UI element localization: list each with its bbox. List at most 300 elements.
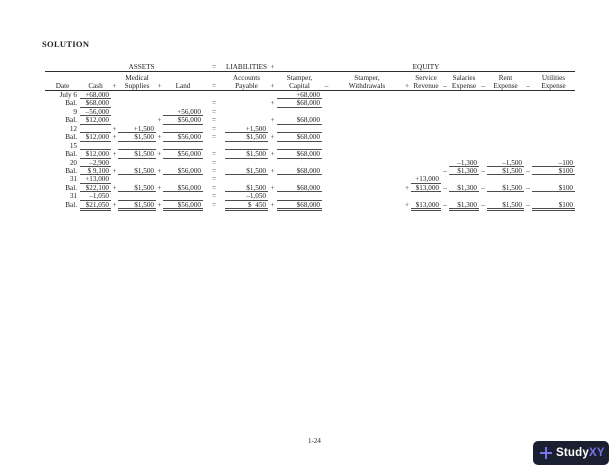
cell-capital xyxy=(277,159,322,167)
cell-op6 xyxy=(441,142,449,150)
cell-utilities xyxy=(532,175,575,183)
cell-capital: $68,000 xyxy=(277,167,322,175)
cell-rent xyxy=(487,142,524,150)
cell-op1: + xyxy=(112,183,117,192)
cell-eq: = xyxy=(211,107,217,116)
cell-op3: + xyxy=(270,116,275,125)
cell-supplies xyxy=(118,108,156,116)
cell-land xyxy=(163,125,203,133)
cell-cash: $22,100 xyxy=(80,184,111,192)
cell-op4 xyxy=(322,167,331,175)
cell-eq: = xyxy=(211,166,217,175)
cell-revenue xyxy=(411,125,441,133)
cell-payable: $1,500 xyxy=(225,184,268,192)
cell-land: $56,000 xyxy=(163,184,203,192)
cell-cash: +13,000 xyxy=(80,175,111,183)
cell-payable: +1,500 xyxy=(225,125,268,133)
cell-rent xyxy=(487,116,524,124)
cell-salaries: $1,300 xyxy=(449,167,479,175)
cell-supplies: $1,500 xyxy=(118,201,156,209)
transaction-row xyxy=(45,142,575,150)
balance-row xyxy=(45,201,575,209)
cell-op7 xyxy=(479,159,487,167)
cell-op5 xyxy=(403,99,411,107)
cell-rent xyxy=(487,175,524,183)
transaction-row xyxy=(45,91,575,99)
cell-op5 xyxy=(403,133,411,141)
cell-withdrawals xyxy=(331,175,403,183)
cell-op4 xyxy=(322,91,331,99)
cell-cash: $ 9,100 xyxy=(80,167,111,175)
cell-op4 xyxy=(322,175,331,183)
cell-salaries xyxy=(449,150,479,158)
cell-capital xyxy=(277,125,322,133)
cell-land xyxy=(163,159,203,167)
cell-eq: = xyxy=(211,133,217,142)
cell-cash: –56,000 xyxy=(80,108,111,116)
cell-date: Bal. xyxy=(65,116,77,125)
cell-rent: $1,500 xyxy=(487,184,524,192)
cell-op1 xyxy=(111,192,118,200)
cell-op2 xyxy=(156,142,163,150)
cell-utilities xyxy=(532,142,575,150)
cell-eq: = xyxy=(211,158,217,167)
cell-op1: + xyxy=(112,133,117,142)
balance-row xyxy=(45,133,575,141)
cell-op2 xyxy=(156,125,163,133)
cell-rent xyxy=(487,108,524,116)
cell-op1: + xyxy=(112,124,117,133)
cell-capital xyxy=(277,142,322,150)
cell-utilities: $100 xyxy=(532,184,575,192)
cell-utilities xyxy=(532,192,575,200)
cell-utilities xyxy=(532,108,575,116)
group-header-row xyxy=(45,61,575,72)
cell-salaries: –1,300 xyxy=(449,159,479,167)
cell-op8 xyxy=(524,99,532,107)
column-header-op2: + xyxy=(157,81,162,90)
cell-op4 xyxy=(322,192,331,200)
column-header-salaries: Salaries Expense xyxy=(451,73,477,90)
transaction-row xyxy=(45,192,575,200)
cell-date: Bal. xyxy=(65,150,77,159)
cell-date: 31 xyxy=(69,175,77,184)
cell-revenue: $13,000 xyxy=(411,184,441,192)
balance-row xyxy=(45,99,575,107)
cell-op2: + xyxy=(157,166,162,175)
cell-cash xyxy=(80,125,111,133)
cell-op4 xyxy=(322,116,331,124)
cell-cash: $12,000 xyxy=(80,133,111,141)
cell-op6 xyxy=(441,116,449,124)
cell-withdrawals xyxy=(331,159,403,167)
cell-capital xyxy=(277,192,322,200)
cell-land: $56,000 xyxy=(163,167,203,175)
column-header-withdrawals: Stamper, Withdrawals xyxy=(348,73,386,90)
cell-payable: $1,500 xyxy=(225,133,268,141)
cell-op4 xyxy=(322,125,331,133)
column-header-op7: – xyxy=(481,81,485,90)
cell-withdrawals xyxy=(331,184,403,192)
transaction-row xyxy=(45,175,575,183)
cell-revenue xyxy=(411,159,441,167)
cell-supplies xyxy=(118,192,156,200)
cell-rent xyxy=(487,91,524,99)
brand-name-primary: Study xyxy=(556,447,589,459)
cell-op6 xyxy=(441,159,449,167)
cell-rent xyxy=(487,133,524,141)
cell-op1 xyxy=(111,175,118,183)
cell-op7 xyxy=(479,99,487,107)
cell-withdrawals xyxy=(331,91,403,99)
cell-cash: +68,000 xyxy=(80,91,111,99)
cell-op6 xyxy=(441,150,449,158)
cell-eq: = xyxy=(211,183,217,192)
column-header-cash: Cash xyxy=(88,81,103,90)
cell-date: Bal. xyxy=(65,166,77,175)
cell-rent: –1,500 xyxy=(487,159,524,167)
cell-op8 xyxy=(524,150,532,158)
cell-op3: + xyxy=(270,99,275,108)
brand-name-accent: XY xyxy=(588,447,605,459)
cell-op2 xyxy=(156,99,163,107)
group-header-equity: EQUITY xyxy=(412,62,440,71)
cell-revenue xyxy=(411,91,441,99)
cell-capital: $68,000 xyxy=(277,116,322,124)
cell-op7: – xyxy=(481,183,485,192)
cell-supplies xyxy=(118,116,156,124)
cell-payable xyxy=(225,142,268,150)
cell-op5 xyxy=(403,116,411,124)
cell-date: 31 xyxy=(69,192,77,201)
column-header-land: Land xyxy=(175,81,191,90)
cell-supplies: $1,500 xyxy=(118,184,156,192)
cell-cash xyxy=(80,142,111,150)
transaction-row xyxy=(45,125,575,133)
cell-salaries xyxy=(449,192,479,200)
cell-cash: $68,000 xyxy=(80,99,111,107)
cell-op3 xyxy=(268,142,277,150)
cell-withdrawals xyxy=(331,125,403,133)
cell-op6 xyxy=(441,108,449,116)
worksheet-rows xyxy=(45,91,575,209)
cell-eq: = xyxy=(211,150,217,159)
cell-op4 xyxy=(322,108,331,116)
cell-revenue xyxy=(411,167,441,175)
cell-supplies: $1,500 xyxy=(118,133,156,141)
cell-utilities xyxy=(532,150,575,158)
cell-op1: + xyxy=(112,200,117,209)
cell-op2: + xyxy=(157,200,162,209)
cell-op5 xyxy=(403,91,411,99)
cell-land: $56,000 xyxy=(163,150,203,158)
column-header-row xyxy=(45,72,575,91)
cell-utilities: $100 xyxy=(532,167,575,175)
cell-op1 xyxy=(111,159,118,167)
cell-supplies: $1,500 xyxy=(118,167,156,175)
cell-capital: $68,000 xyxy=(277,184,322,192)
cell-cash: $12,000 xyxy=(80,150,111,158)
cell-op6 xyxy=(441,91,449,99)
cell-op3 xyxy=(268,175,277,183)
cell-op8 xyxy=(524,142,532,150)
cell-salaries xyxy=(449,133,479,141)
cell-revenue xyxy=(411,142,441,150)
cell-capital: $68,000 xyxy=(277,150,322,158)
column-header-op6: – xyxy=(443,81,447,90)
cell-op2: + xyxy=(157,133,162,142)
cell-utilities xyxy=(532,133,575,141)
cell-op1 xyxy=(111,116,118,124)
cell-salaries xyxy=(449,99,479,107)
cell-op3: + xyxy=(270,150,275,159)
cell-op5: + xyxy=(404,200,410,209)
cell-op2: + xyxy=(157,150,162,159)
group-header-liabilities: LIABILITIES xyxy=(225,62,268,71)
cell-supplies xyxy=(118,175,156,183)
cell-payable: $ 450 xyxy=(225,201,268,209)
cell-op4 xyxy=(322,99,331,107)
page-title: SOLUTION xyxy=(42,39,90,49)
cell-op6 xyxy=(441,192,449,200)
cell-revenue xyxy=(411,116,441,124)
column-header-op8: – xyxy=(526,81,530,90)
cell-capital xyxy=(277,108,322,116)
cell-rent xyxy=(487,99,524,107)
cell-op8 xyxy=(524,175,532,183)
cell-op7 xyxy=(479,133,487,141)
cell-op4 xyxy=(322,159,331,167)
cell-op8 xyxy=(524,116,532,124)
cell-op5 xyxy=(403,192,411,200)
cell-op5 xyxy=(403,150,411,158)
cell-op2 xyxy=(156,192,163,200)
cell-revenue xyxy=(411,108,441,116)
cell-op3 xyxy=(268,91,277,99)
cell-payable xyxy=(225,116,268,124)
transaction-row xyxy=(45,108,575,116)
cell-op8: – xyxy=(526,183,530,192)
cell-supplies xyxy=(118,142,156,150)
transaction-row xyxy=(45,159,575,167)
cell-date: Bal. xyxy=(65,99,77,108)
cell-op2 xyxy=(156,159,163,167)
balance-row xyxy=(45,167,575,175)
accounting-equation-worksheet xyxy=(45,61,575,209)
cell-payable xyxy=(225,108,268,116)
cell-eq: = xyxy=(211,124,217,133)
cell-capital xyxy=(277,175,322,183)
balance-row xyxy=(45,150,575,158)
cell-op3: + xyxy=(270,166,275,175)
cell-op7 xyxy=(479,142,487,150)
cell-op3: + xyxy=(270,133,275,142)
cell-op8 xyxy=(524,133,532,141)
cell-salaries xyxy=(449,125,479,133)
cell-op7: – xyxy=(481,166,485,175)
cell-cash: $12,000 xyxy=(80,116,111,124)
cell-withdrawals xyxy=(331,167,403,175)
column-header-revenue: Service Revenue xyxy=(413,73,439,90)
cell-revenue xyxy=(411,133,441,141)
column-header-eq: = xyxy=(211,81,217,90)
cell-op1 xyxy=(111,99,118,107)
column-header-op1: + xyxy=(112,81,117,90)
cell-op1 xyxy=(111,91,118,99)
cell-land: $56,000 xyxy=(163,116,203,124)
cell-op6 xyxy=(441,175,449,183)
cell-op8 xyxy=(524,91,532,99)
cell-revenue: +13,000 xyxy=(411,175,441,183)
cell-supplies xyxy=(118,99,156,107)
cell-land xyxy=(163,192,203,200)
cell-payable: –1,050 xyxy=(225,192,268,200)
cell-date: Bal. xyxy=(65,183,77,192)
cell-op5 xyxy=(403,167,411,175)
cell-cash: –2,900 xyxy=(80,159,111,167)
cell-rent: $1,500 xyxy=(487,201,524,209)
cell-date: 9 xyxy=(73,107,77,116)
cell-land xyxy=(163,91,203,99)
group-equals-sign: = xyxy=(211,62,217,71)
cell-op7 xyxy=(479,150,487,158)
cell-op8: – xyxy=(526,166,530,175)
cell-op1: + xyxy=(112,166,117,175)
cell-op6 xyxy=(441,133,449,141)
cell-payable xyxy=(225,159,268,167)
column-header-utilities: Utilities Expense xyxy=(541,73,566,90)
cell-supplies xyxy=(118,91,156,99)
cell-payable xyxy=(225,175,268,183)
cell-eq: = xyxy=(211,175,217,184)
cell-utilities xyxy=(532,116,575,124)
cell-salaries xyxy=(449,175,479,183)
cell-land xyxy=(163,175,203,183)
cell-revenue xyxy=(411,150,441,158)
cell-op5 xyxy=(403,108,411,116)
column-header-op5: + xyxy=(404,81,410,90)
cell-op2: + xyxy=(157,183,162,192)
cell-cash: $21,050 xyxy=(80,201,111,209)
cell-op8 xyxy=(524,159,532,167)
cell-withdrawals xyxy=(331,142,403,150)
column-header-op4: – xyxy=(324,81,329,90)
column-header-op3: + xyxy=(270,81,275,90)
column-header-rent: Rent Expense xyxy=(493,73,518,90)
cell-rent: $1,500 xyxy=(487,167,524,175)
cell-op7 xyxy=(479,108,487,116)
balance-row xyxy=(45,116,575,124)
cell-eq xyxy=(203,142,225,150)
cell-eq: = xyxy=(211,99,217,108)
cell-withdrawals xyxy=(331,192,403,200)
cell-eq: = xyxy=(211,192,217,201)
cell-op3 xyxy=(268,159,277,167)
cell-op8 xyxy=(524,192,532,200)
cell-op7 xyxy=(479,91,487,99)
cell-capital: +68,000 xyxy=(277,91,322,99)
cell-op8: – xyxy=(526,200,530,209)
cell-utilities xyxy=(532,125,575,133)
column-header-supplies: Medical Supplies xyxy=(124,73,150,90)
cell-payable: $1,500 xyxy=(225,150,268,158)
cell-date: July 6 xyxy=(59,91,77,99)
cell-op7 xyxy=(479,125,487,133)
cell-op4 xyxy=(322,133,331,141)
cell-op6: – xyxy=(443,183,447,192)
cell-op8 xyxy=(524,108,532,116)
cell-op7 xyxy=(479,175,487,183)
cell-revenue xyxy=(411,99,441,107)
cell-supplies: +1,500 xyxy=(118,125,156,133)
cell-revenue xyxy=(411,192,441,200)
cell-capital: $68,000 xyxy=(277,99,322,107)
cell-land xyxy=(163,99,203,107)
cell-eq: = xyxy=(211,116,217,125)
cell-date: Bal. xyxy=(65,200,77,209)
cell-op3 xyxy=(268,125,277,133)
cell-utilities xyxy=(532,99,575,107)
cell-cash: –1,050 xyxy=(80,192,111,200)
cell-op5 xyxy=(403,159,411,167)
cell-op2 xyxy=(156,108,163,116)
group-header-assets: ASSETS xyxy=(128,62,155,71)
cell-op4 xyxy=(322,142,331,150)
cell-withdrawals xyxy=(331,133,403,141)
cell-op3: + xyxy=(270,200,275,209)
cell-op2 xyxy=(156,91,163,99)
plus-icon xyxy=(540,447,552,459)
brand-name xyxy=(556,447,605,459)
column-header-payable: Accounts Payable xyxy=(232,73,261,90)
cell-op5: + xyxy=(404,183,410,192)
page-number: 1-24 xyxy=(308,437,321,445)
cell-op4 xyxy=(322,184,331,192)
studyxy-logo[interactable] xyxy=(533,441,609,465)
balance-row xyxy=(45,184,575,192)
cell-utilities: –100 xyxy=(532,159,575,167)
cell-op1: + xyxy=(112,150,117,159)
cell-op5 xyxy=(403,142,411,150)
cell-op4 xyxy=(322,150,331,158)
cell-op8 xyxy=(524,125,532,133)
cell-op1 xyxy=(111,108,118,116)
cell-salaries xyxy=(449,142,479,150)
cell-date: Bal. xyxy=(65,133,77,142)
cell-op4 xyxy=(322,201,331,209)
column-header-date: Date xyxy=(55,81,70,90)
cell-date: 15 xyxy=(69,141,77,150)
group-plus-sign: + xyxy=(270,62,275,71)
cell-op3 xyxy=(268,192,277,200)
cell-rent xyxy=(487,125,524,133)
cell-eq: = xyxy=(211,200,217,209)
cell-salaries: $1,300 xyxy=(449,201,479,209)
cell-op5 xyxy=(403,125,411,133)
cell-op5 xyxy=(403,175,411,183)
cell-land: $56,000 xyxy=(163,201,203,209)
cell-payable xyxy=(225,91,268,99)
cell-op6: – xyxy=(443,200,447,209)
cell-land: +56,000 xyxy=(163,108,203,116)
cell-supplies xyxy=(118,159,156,167)
cell-op6 xyxy=(441,99,449,107)
cell-utilities xyxy=(532,91,575,99)
cell-payable xyxy=(225,99,268,107)
cell-withdrawals xyxy=(331,108,403,116)
cell-op2 xyxy=(156,175,163,183)
cell-op7 xyxy=(479,192,487,200)
